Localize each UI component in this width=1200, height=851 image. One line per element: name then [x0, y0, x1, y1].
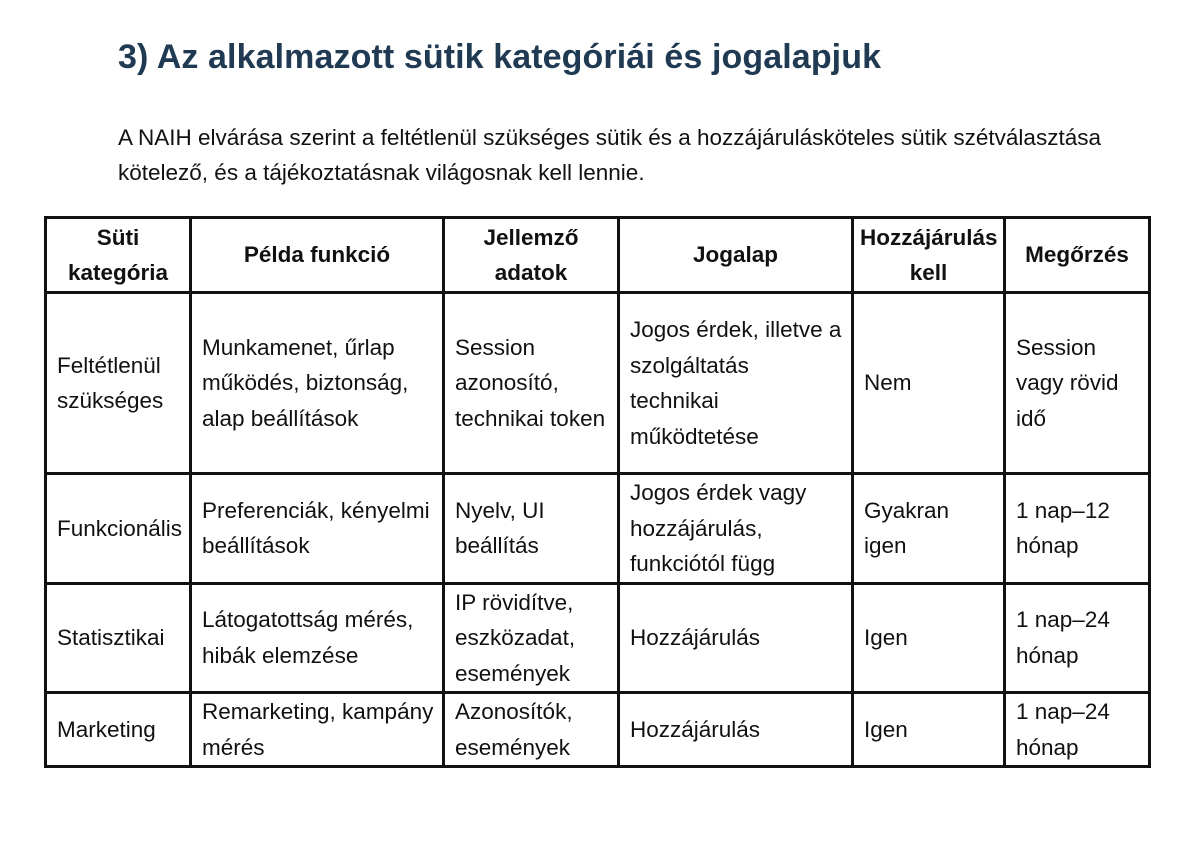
cell-typical-data: Session azonosító, technikai token: [444, 293, 619, 474]
cell-typical-data: Azonosítók, események: [444, 693, 619, 767]
header-example-function: Példa funkció: [191, 218, 444, 293]
cell-category: Statisztikai: [46, 583, 191, 693]
header-typical-data: Jellemző adatok: [444, 218, 619, 293]
cell-category: Funkcionális: [46, 474, 191, 584]
table-header-row: [46, 218, 1150, 293]
cell-example-function: Látogatottság mérés, hibák elemzése: [191, 583, 444, 693]
cell-example-function: Remarketing, kampány mérés: [191, 693, 444, 767]
cell-category: Feltétlenül szükséges: [46, 293, 191, 474]
cell-legal-basis: Hozzájárulás: [619, 693, 853, 767]
cell-consent-required: Gyakran igen: [853, 474, 1005, 584]
table-row: [46, 474, 1150, 584]
cell-consent-required: Igen: [853, 693, 1005, 767]
header-consent-required: Hozzájárulás kell: [853, 218, 1005, 293]
cell-example-function: Preferenciák, kényelmi beállítások: [191, 474, 444, 584]
table-row: [46, 293, 1150, 474]
table-row: [46, 693, 1150, 767]
intro-paragraph: A NAIH elvárása szerint a feltétlenül szükséges sütik és a hozzájárulásköteles sütik szétválasztása kötelező, és a tájékoztatásnak világosnak kell lennie.: [118, 125, 1101, 185]
cell-category: Marketing: [46, 693, 191, 767]
cell-retention: Session vagy rövid idő: [1005, 293, 1150, 474]
table-row: [46, 583, 1150, 693]
cookie-categories-table: [44, 216, 1151, 768]
cell-consent-required: Nem: [853, 293, 1005, 474]
cell-retention: 1 nap–24 hónap: [1005, 693, 1150, 767]
cell-retention: 1 nap–12 hónap: [1005, 474, 1150, 584]
page-title: 3) Az alkalmazott sütik kategóriái és jogalapjuk: [118, 38, 882, 76]
cell-legal-basis: Jogos érdek vagy hozzájárulás, funkciótól függ: [619, 474, 853, 584]
header-legal-basis: Jogalap: [619, 218, 853, 293]
cell-legal-basis: Jogos érdek, illetve a szolgáltatás technikai működtetése: [619, 293, 853, 474]
cell-legal-basis: Hozzájárulás: [619, 583, 853, 693]
header-retention: Megőrzés: [1005, 218, 1150, 293]
header-cookie-category: Süti kategória: [46, 218, 191, 293]
cell-typical-data: IP rövidítve, eszközadat, események: [444, 583, 619, 693]
cell-retention: 1 nap–24 hónap: [1005, 583, 1150, 693]
cell-example-function: Munkamenet, űrlap működés, biztonság, alap beállítások: [191, 293, 444, 474]
cell-typical-data: Nyelv, UI beállítás: [444, 474, 619, 584]
cell-consent-required: Igen: [853, 583, 1005, 693]
